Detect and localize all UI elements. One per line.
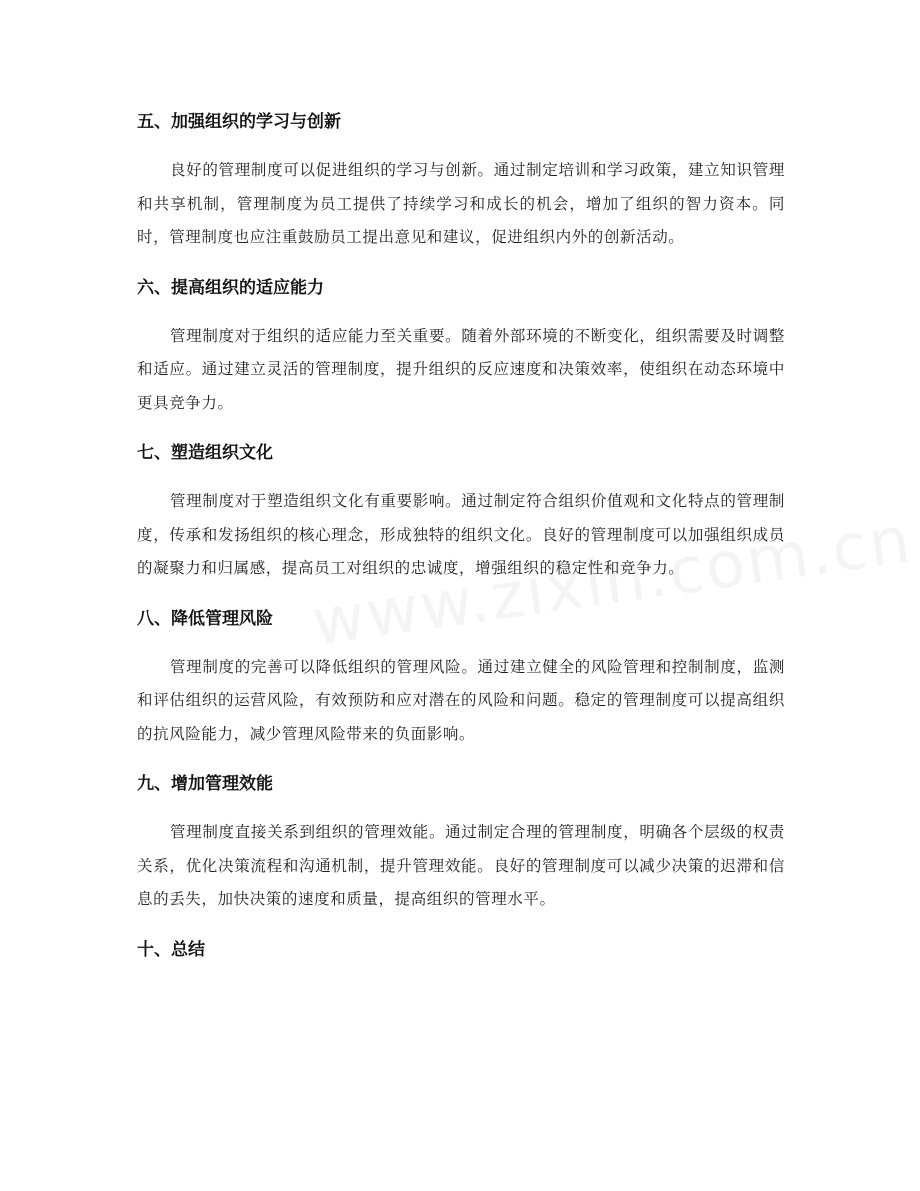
section-5	[137, 104, 785, 255]
section-heading: 七、塑造组织文化	[137, 443, 273, 463]
section-heading: 十、总结	[137, 939, 205, 960]
section-8	[137, 601, 785, 752]
section-paragraph: 管理制度的完善可以降低组织的管理风险。通过建立健全的风险管理和控制制度，监测和评估组织的运营风险，有效预防和应对潜在的风险和问题。稳定的管理制度可以提高组织的抗风险能力，减少管理风险带来的负面影响。	[137, 657, 785, 743]
section-7	[137, 435, 785, 586]
section-9	[137, 766, 785, 917]
section-heading: 六、提高组织的适应能力	[137, 277, 324, 298]
section-heading: 八、降低管理风险	[137, 608, 273, 629]
section-10	[137, 932, 785, 968]
section-paragraph: 管理制度对于塑造组织文化有重要影响。通过制定符合组织价值观和文化特点的管理制度，传承和发扬组织的核心理念，形成独特的组织文化。良好的管理制度可以加强组织成员的凝聚力和归属感，提高员工对组织的忠诚度，增强组织的稳定性和竞争力。	[137, 492, 785, 577]
section-paragraph: 管理制度直接关系到组织的管理效能。通过制定合理的管理制度，明确各个层级的权责关系，优化决策流程和沟通机制，提升管理效能。良好的管理制度可以减少决策的迟滞和信息的丢失，加快决策的速度和质量，提高组织的管理水平。	[137, 823, 785, 908]
section-6	[137, 270, 785, 421]
document-body	[137, 104, 785, 982]
section-paragraph: 管理制度对于组织的适应能力至关重要。随着外部环境的不断变化，组织需要及时调整和适应。通过建立灵活的管理制度，提升组织的反应速度和决策效率，使组织在动态环境中更具竞争力。	[137, 326, 785, 412]
section-paragraph: 良好的管理制度可以促进组织的学习与创新。通过制定培训和学习政策，建立知识管理和共享机制，管理制度为员工提供了持续学习和成长的机会，增加了组织的智力资本。同时，管理制度也应注重鼓励员工提出意见和建议，促进组织内外的创新活动。	[137, 161, 785, 246]
section-heading: 五、加强组织的学习与创新	[137, 112, 341, 132]
section-heading: 九、增加管理效能	[137, 774, 273, 794]
